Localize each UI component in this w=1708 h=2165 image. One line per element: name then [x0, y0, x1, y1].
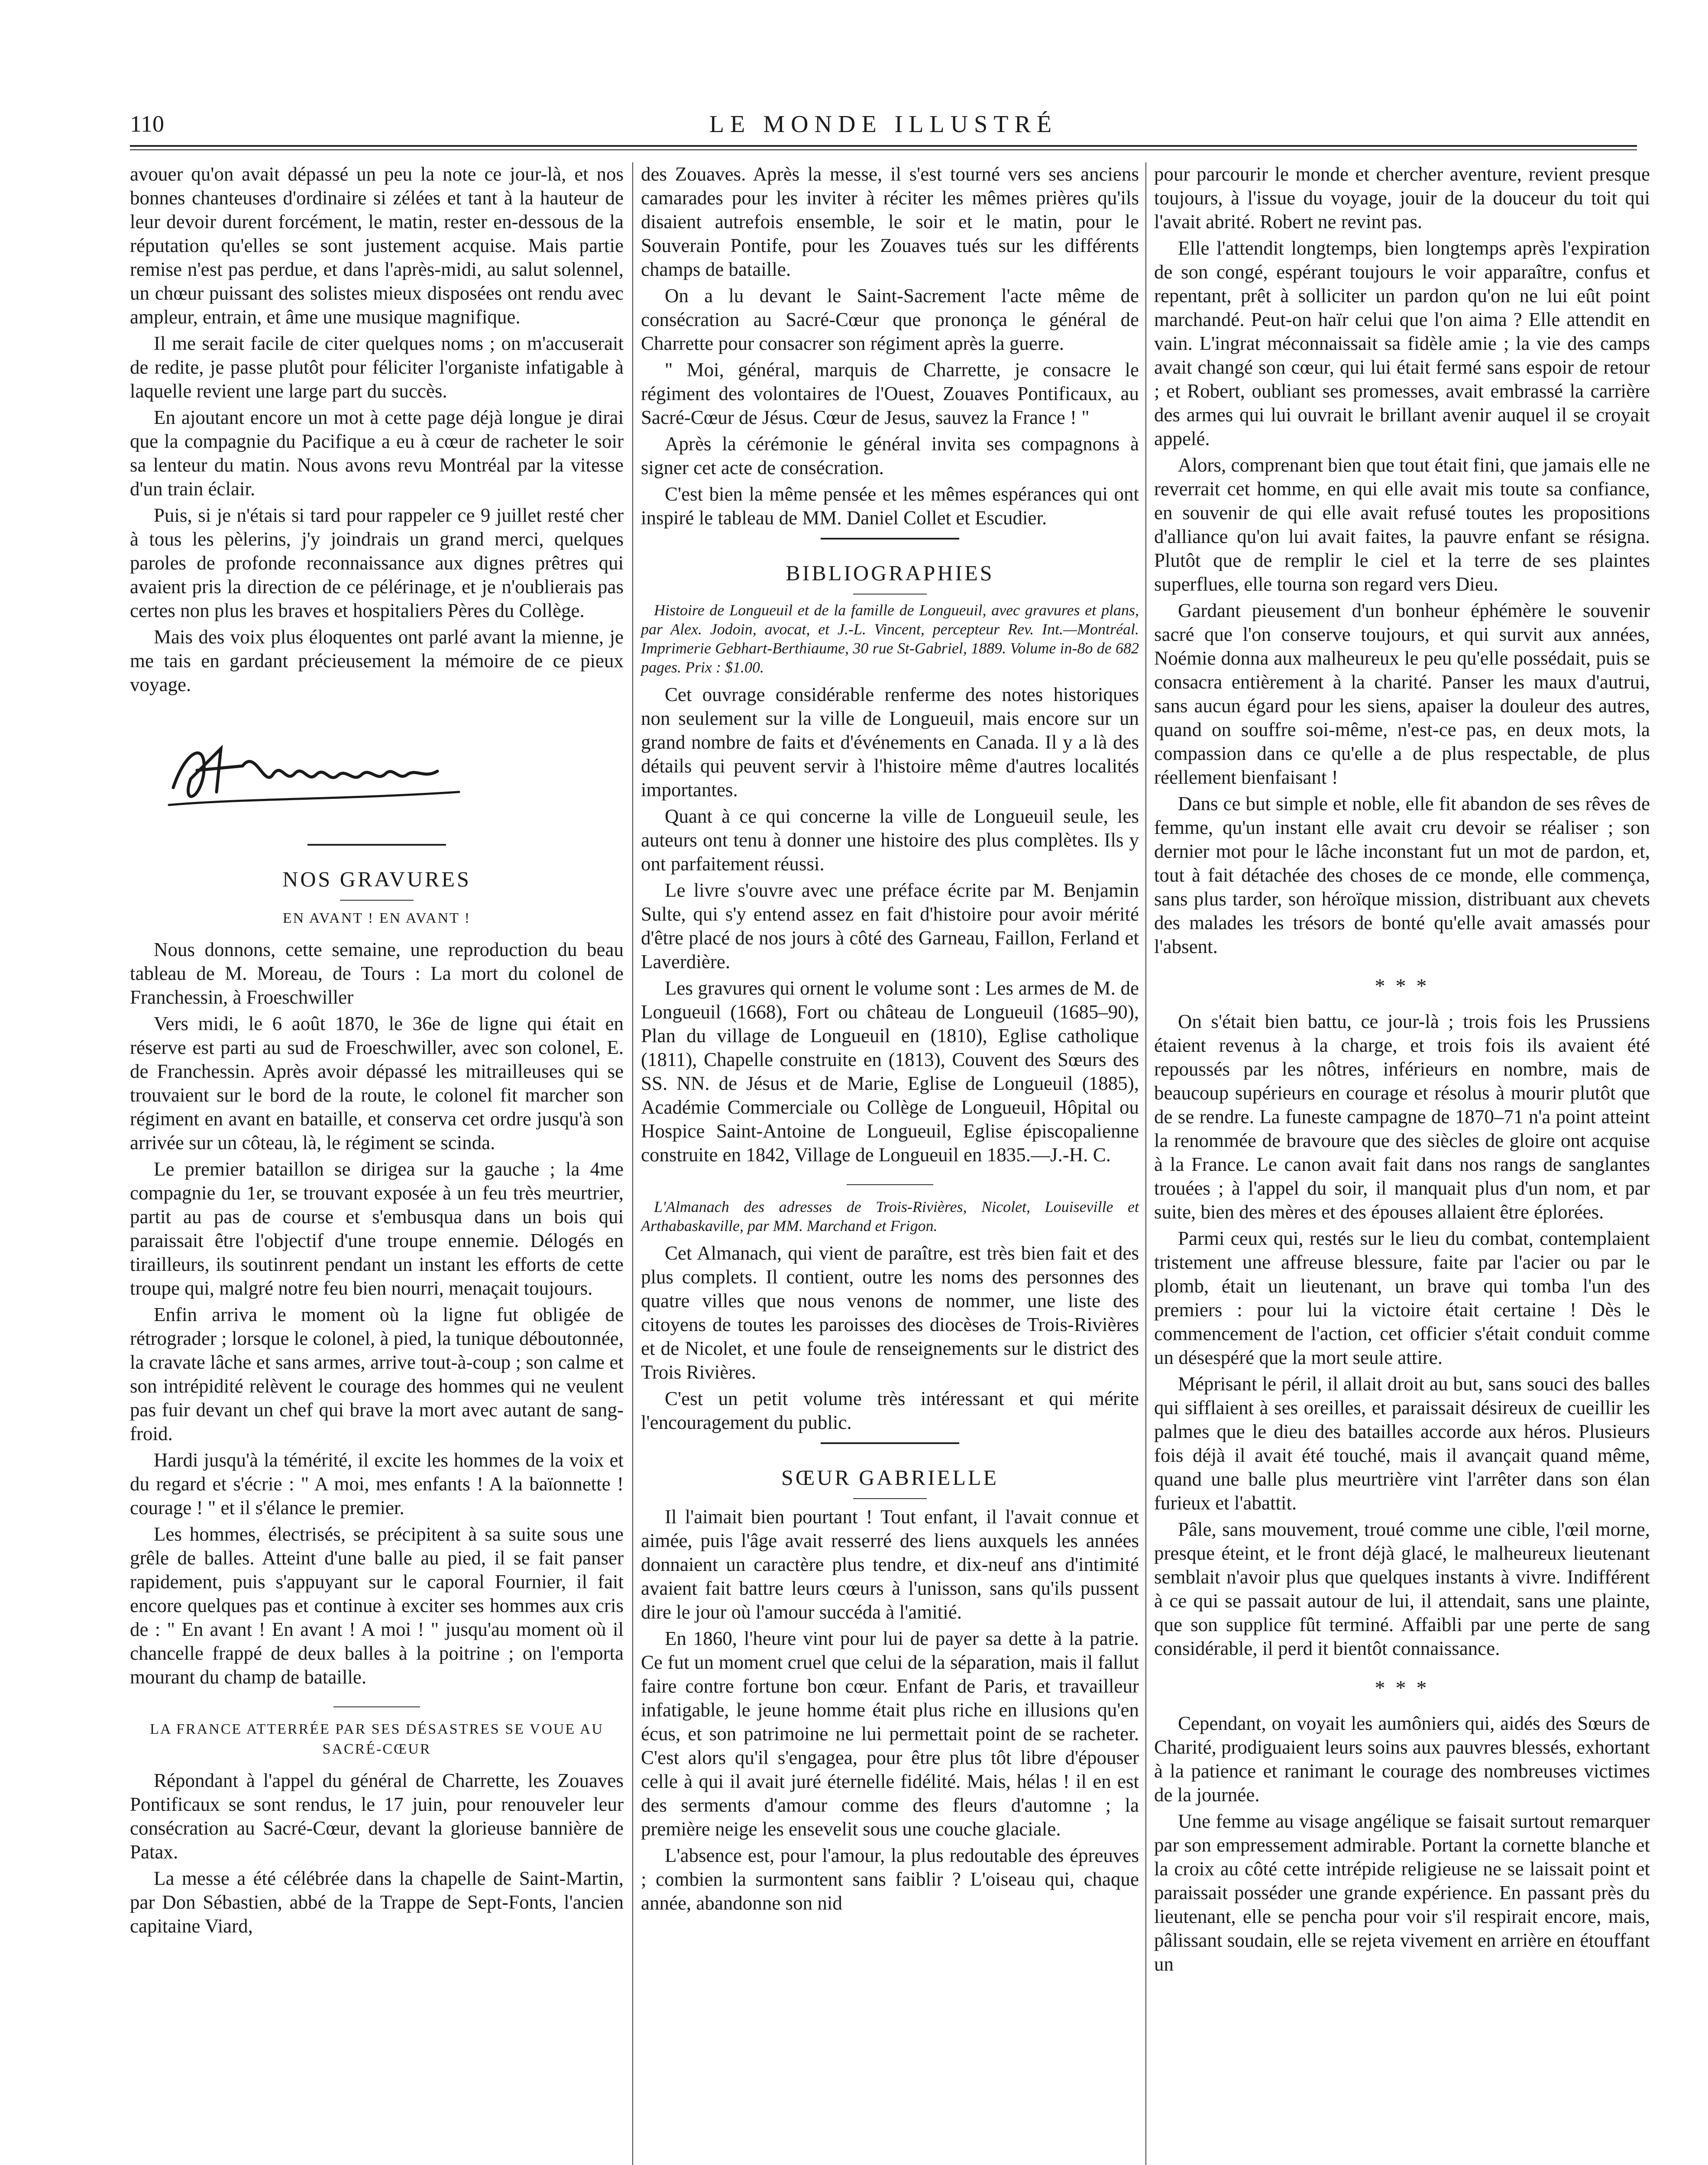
bibliography-entry: L'Almanach des adresses de Trois-Rivières, Nicolet, Louiseville et Arthabaskaville, par MM. Marchand et Frigon. [641, 1198, 1139, 1234]
entry-rule [847, 1184, 933, 1185]
paragraph: Nous donnons, cette semaine, une reproduction du beau tableau de M. Moreau, de Tours : La mort du colonel de Franchessin, à Froeschwiller [130, 939, 624, 1008]
asterism-divider: * * * [1375, 975, 1430, 998]
paragraph: En 1860, l'heure vint pour lui de payer sa dette à la patrie. Ce fut un moment cruel que celui de la séparation, mais il fallut faire contre fortune bon cœur. Enfant de Paris, et travailleur infatigable, le jeune homme était plus riche en illusions qu'en écus, et son patrimoine ne lui permettait point de se racheter. C'est alors qu'il s'engagea, pour être plus tôt libre d'épouser celle à qui il avait juré éternelle fidélité. Mais, hélas ! il en est des serments d'amour comme des fleurs d'automne ; la première neige les ensevelit sous une couche glaciale. [641, 1628, 1139, 1840]
paragraph: " Moi, général, marquis de Charrette, je consacre le régiment des volontaires de l'Ouest, Zouaves Pontificaux, au Sacré-Cœur de Jésus. Cœur de Jesus, sauvez la France ! " [641, 359, 1139, 428]
paragraph: Une femme au visage angélique se faisait surtout remarquer par son empressement admirable. Portant la cornette blanche et la croix au côté cette intrépide religieuse ne se laissait point et paraissait posséder une grande expérience. En passant près du lieutenant, elle se pencha pour voir s'il respirait encore, mais, pâlissant soudain, elle se rejeta vivement en arrière en étouffant un [1154, 1810, 1650, 1975]
paragraph: Le livre s'ouvre avec une préface écrite par M. Benjamin Sulte, qui s'y entend assez en fait d'histoire pour avoir mérité d'être placé de nos jours à côté des Garneau, Faillon, Ferland et Laverdière. [641, 879, 1139, 973]
title-rule [853, 1498, 927, 1499]
header-rule [130, 145, 1637, 147]
title-rule [340, 900, 414, 901]
section-rule [333, 1706, 420, 1707]
paragraph: Cependant, on voyait les aumôniers qui, aidés des Sœurs de Charité, prodiguaient leurs soins aux pauvres blessés, exhortant à la patience et ranimant le courage des nombreuses victimes de la journée. [1154, 1713, 1650, 1806]
paragraph: Les hommes, électrisés, se précipitent à sa suite sous une grêle de balles. Atteint d'une balle au pied, il se fait panser rapidement, puis s'appuyant sur le caporal Fournier, il fait encore quelques pas et continue à exciter ses hommes aux cris de : " En avant ! En avant ! A moi ! " jusqu'au moment où il chancelle frappé de deux balles à la poitrine ; on l'emporta mourant du champ de bataille. [130, 1523, 624, 1688]
paragraph: Alors, comprenant bien que tout était fini, que jamais elle ne reverrait cet homme, en qui elle avait mis toute sa confiance, en souvenir de qui elle avait refusé toutes les propositions d'alliance qu'on lui avait faites, la pauvre enfant se résigna. Plutôt que de remplir le ciel et la terre de ses plaintes superflues, elle tourna son regard vers Dieu. [1154, 454, 1650, 595]
paragraph: pour parcourir le monde et chercher aventure, revient presque toujours, à l'issue du voyage, jouir de la douceur du toit qui l'avait abrité. Robert ne revint pas. [1154, 163, 1650, 233]
paragraph: Cet Almanach, qui vient de paraître, est très bien fait et des plus complets. Il contient, outre les noms des personnes des quatre villes que nous venons de nommer, une liste des citoyens de toutes les paroisses des diocèses de Trois-Rivières et de Nicolet, et une foule de renseignements sur le district des Trois Rivières. [641, 1242, 1139, 1383]
paragraph: La messe a été célébrée dans la chapelle de Saint-Martin, par Don Sébastien, abbé de la Trappe de Sept-Fonts, l'ancien capitaine Viard, [130, 1868, 624, 1937]
paragraph: Hardi jusqu'à la témérité, il excite les hommes de la voix et du regard et s'écrie : " A moi, mes enfants ! A la baïonnette ! courage ! " et il s'élance le premier. [130, 1449, 624, 1519]
page-number: 110 [130, 111, 164, 137]
paragraph: Après la cérémonie le général invita ses compagnons à signer cet acte de consécration. [641, 433, 1139, 478]
column-2 [641, 162, 1139, 1918]
paragraph: C'est bien la même pensée et les mêmes espérances qui ont inspiré le tableau de MM. Daniel Collet et Escudier. [641, 483, 1139, 529]
subtitle: EN AVANT ! EN AVANT ! [282, 910, 471, 926]
paragraph: En ajoutant encore un mot à cette page déjà longue je dirai que la compagnie du Pacifique a eu à cœur de racheter le soir sa lenteur du matin. Nous avons revu Montréal par la vitesse d'un train éclair. [130, 407, 624, 500]
header-rule-thin [130, 149, 1637, 150]
paragraph: Pâle, sans mouvement, troué comme une cible, l'œil morne, presque éteint, et le front déjà glacé, le malheureux lieutenant semblait n'avoir plus que quelques instants à vivre. Indifférent à ce qui se passait autour de lui, il attendait, sans une plainte, que son supplice fût terminé. Affaibli par une perte de sang considérable, il perd it bientôt connaissance. [1154, 1519, 1650, 1659]
paragraph: Les gravures qui ornent le volume sont : Les armes de M. de Longueuil (1668), Fort ou château de Longueuil (1685–90), Plan du village de Longueuil en (1810), Eglise catholique (1811), Chapelle construite en (1813), Couvent des Sœurs des SS. NN. de Jésus et de Marie, Eglise de Longueuil (1885), Académie Commerciale ou Collège de Longueuil, Hôpital ou Hospice Saint-Antoine de Longueuil, Eglise épiscopalienne construite en 1842, Village de Longueuil en 1835.—J.-H. C. [641, 977, 1139, 1166]
paragraph: Parmi ceux qui, restés sur le lieu du combat, contemplaient tristement une affreuse blessure, faite par l'acier ou par le plomb, était un lieutenant, un brave qui tomba l'un des premiers : pour lui la victoire était certaine ! Dès le commencement de l'action, cet officier s'était conduit comme un désespéré que la mort seule attire. [1154, 1228, 1650, 1368]
journal-title: LE MONDE ILLUSTRÉ [709, 111, 1058, 138]
paragraph: des Zouaves. Après la messe, il s'est tourné vers ses anciens camarades pour les inviter à réciter les mêmes prières qu'ils disaient autrefois ensemble, le soir et le matin, pour le Souverain Pontife, pour les Zouaves tués sur les différents champs de bataille. [641, 163, 1139, 280]
paragraph: L'absence est, pour l'amour, la plus redoutable des épreuves ; combien la surmontent sans faiblir ? L'oiseau qui, chaque année, abandonne son nid [641, 1845, 1139, 1914]
paragraph: Quant à ce qui concerne la ville de Longueuil seule, les auteurs ont tenu à donner une histoire des plus complètes. Ils y ont parfaitement réussi. [641, 805, 1139, 875]
subsection-heading: LA FRANCE ATTERRÉE PAR SES DÉSASTRES SE VOUE AU SACRÉ-CŒUR [150, 1721, 604, 1757]
section-rule [307, 844, 446, 846]
bibliography-entry: Histoire de Longueuil et de la famille de Longueuil, avec gravures et plans, par Alex. Jodoin, avocat, et J.-L. Vincent, percepteur Rev. Int.—Montréal. Imprimerie Gebhart-Berthiaume, 30 rue St-Gabriel, 1889. Volume in-8o de 682 pages. Prix : $1.00. [641, 601, 1139, 676]
paragraph: Répondant à l'appel du général de Charrette, les Zouaves Pontificaux se sont rendus, le 17 juin, pour renouveler leur consécration au Sacré-Cœur, devant la glorieuse bannière de Patax. [130, 1770, 624, 1863]
paragraph: Puis, si je n'étais si tard pour rappeler ce 9 juillet resté cher à tous les pèlerins, j'y joindrais un grand merci, quelques paroles de profonde reconnaissance aux dignes prêtres qui avaient pris la direction de ce pélérinage, et je n'oublierais pas certes non plus les braves et hospitaliers Pères du Collège. [130, 504, 624, 621]
section-rule [821, 1442, 959, 1444]
paragraph: On s'était bien battu, ce jour-là ; trois fois les Prussiens étaient revenus à la charge, et trois fois ils avaient été repoussés par les nôtres, inférieurs en nombre, mais de beaucoup supérieurs en courage et résolus à mourir plutôt que de se rendre. La funeste campagne de 1870–71 n'a point atteint la renommée de bravoure que des siècles de gloire ont acquise à la France. Le canon avait fait dans nos rangs de sanglantes trouées ; à l'appel du soir, il manquait plus d'un nom, et par suite, bien des mères et des épouses allaient être éplorées. [1154, 1011, 1650, 1223]
section-rule [821, 538, 959, 540]
paragraph: avouer qu'on avait dépassé un peu la note ce jour-là, et nos bonnes chanteuses d'ordinaire si zélées et tant à la hauteur de leur devoir durent forcément, le matin, rester en-dessous de la réputation qu'elles se sont justement acquise. Mais partie remise n'est pas perdue, et dans l'après-midi, au salut solennel, un chœur puissant des solistes mieux disposées ont rendu avec ampleur, entrain, et âme une musique magnifique. [130, 163, 624, 328]
title-rule [853, 594, 927, 595]
paragraph: Le premier bataillon se dirigea sur la gauche ; la 4me compagnie du 1er, se trouvant exposée à un feu très meurtrier, partit au pas de course et s'embusqua dans un bois qui paraissait être l'objectif d'une troupe ennemie. Délogés en tirailleurs, ils soutinrent pendant un instant les efforts de cette troupe qui, malgré notre feu bien nourri, menaçait toujours. [130, 1158, 624, 1299]
paragraph: Gardant pieusement d'un bonheur éphémère le souvenir sacré que l'on conserve toujours, et qui survit aux années, Noémie donna aux malheureux le peu qu'elle possédait, puis se consacra entièrement à la charité. Panser les maux d'autrui, sans aucun égard pour les siens, apaiser la douleur des autres, quand on souffre soi-même, n'est-ce pas, en deux mots, la compassion dans ce qu'elle a de plus respectable, de plus réellement bienfaisant ! [1154, 600, 1650, 788]
page-header [130, 110, 1637, 149]
paragraph: Enfin arriva le moment où la ligne fut obligée de rétrograder ; lorsque le colonel, à pied, la tunique déboutonnée, la cravate lâche et sans armes, arrive tout-à-coup ; son calme et son intrépidité relèvent le courage des hommes qui ne veulent pas fuir devant un chef qui brave la mort avec autant de sang-froid. [130, 1304, 624, 1444]
column-rule [632, 162, 633, 2165]
asterism-divider: * * * [1375, 1677, 1430, 1700]
paragraph: C'est un petit volume très intéressant et qui mérite l'encouragement du public. [641, 1388, 1139, 1433]
section-title: NOS GRAVURES [282, 867, 471, 891]
paragraph: Vers midi, le 6 août 1870, le 36e de ligne qui était en réserve est parti au sud de Froeschwiller, avec son colonel, E. de Franchessin. Après avoir dépassé les mitrailleuses qui se trouvaient sur le bord de la route, le colonel fit marcher son régiment en avant en bataille, et conserva cet ordre jusqu'à son arrivée sur un côteau, là, le régiment se scinda. [130, 1013, 624, 1154]
section-title: BIBLIOGRAPHIES [786, 561, 994, 585]
author-signature [156, 723, 485, 818]
paragraph: Mais des voix plus éloquentes ont parlé avant la mienne, je me tais en gardant précieusement la mémoire de ce pieux voyage. [130, 626, 624, 695]
signature-flourish [156, 723, 485, 818]
paragraph: On a lu devant le Saint-Sacrement l'acte même de consécration au Sacré-Cœur que prononça le général de Charrette pour consacrer son régiment après la guerre. [641, 285, 1139, 354]
column-1 [130, 162, 624, 1941]
paragraph: Il l'aimait bien pourtant ! Tout enfant, il l'avait connue et aimée, puis l'âge avait resserré des liens auxquels les années donnaient un caractère plus tendre, et dix-neuf ans d'intimité avaient fait battre leurs cœurs à l'unisson, sans qu'ils pussent dire le jour où l'amour succéda à l'amitié. [641, 1506, 1139, 1623]
paragraph: Cet ouvrage considérable renferme des notes historiques non seulement sur la ville de Longueuil, mais encore sur un grand nombre de faits et d'événements en Canada. Il y a là des détails qui peuvent servir à l'histoire même d'autres localités importantes. [641, 684, 1139, 801]
paragraph: Elle l'attendit longtemps, bien longtemps après l'expiration de son congé, espérant toujours le voir apparaître, confus et repentant, prêt à solliciter un pardon qu'on ne lui eût point marchandé. Peut-on haïr celui que l'on aima ? Elle attendit en vain. L'ingrat méconnaissait sa fidèle amie ; la vie des camps avait changé son cœur, qui lui était fermé sans espoir de retour ; et Robert, oubliant ses promesses, avait embrassé la carrière des armes qui lui ouvrait le brillant avenir auquel il se croyait appelé. [1154, 237, 1650, 449]
column-rule [1145, 162, 1146, 2165]
paragraph: Dans ce but simple et noble, elle fit abandon de ses rêves de femme, qu'un instant elle avait cru devoir se réaliser ; son dernier mot pour le lâche inconstant fut un mot de pardon, et, tout à fait détachée des choses de ce monde, elle commença, sans plus tarder, son héroïque mission, distribuant aux chevets des malades les trésors de bonté qu'elle avait amassés pour l'absent. [1154, 793, 1650, 957]
paragraph: Méprisant le péril, il allait droit au but, sans souci des balles qui sifflaient à ses oreilles, et paraissait désireux de cueillir les palmes que le dieu des batailles accorde aux héros. Plusieurs fois déjà il avait été touché, mais il avançait quand même, quand une balle plus meurtrière vint l'arrêter dans son élan furieux et l'abattit. [1154, 1373, 1650, 1514]
paragraph: Il me serait facile de citer quelques noms ; on m'accuserait de redite, je passe plutôt pour féliciter l'organiste infatigable à laquelle revient une large part du succès. [130, 333, 624, 402]
section-title: SŒUR GABRIELLE [781, 1465, 999, 1490]
column-3 [1154, 162, 1650, 1979]
